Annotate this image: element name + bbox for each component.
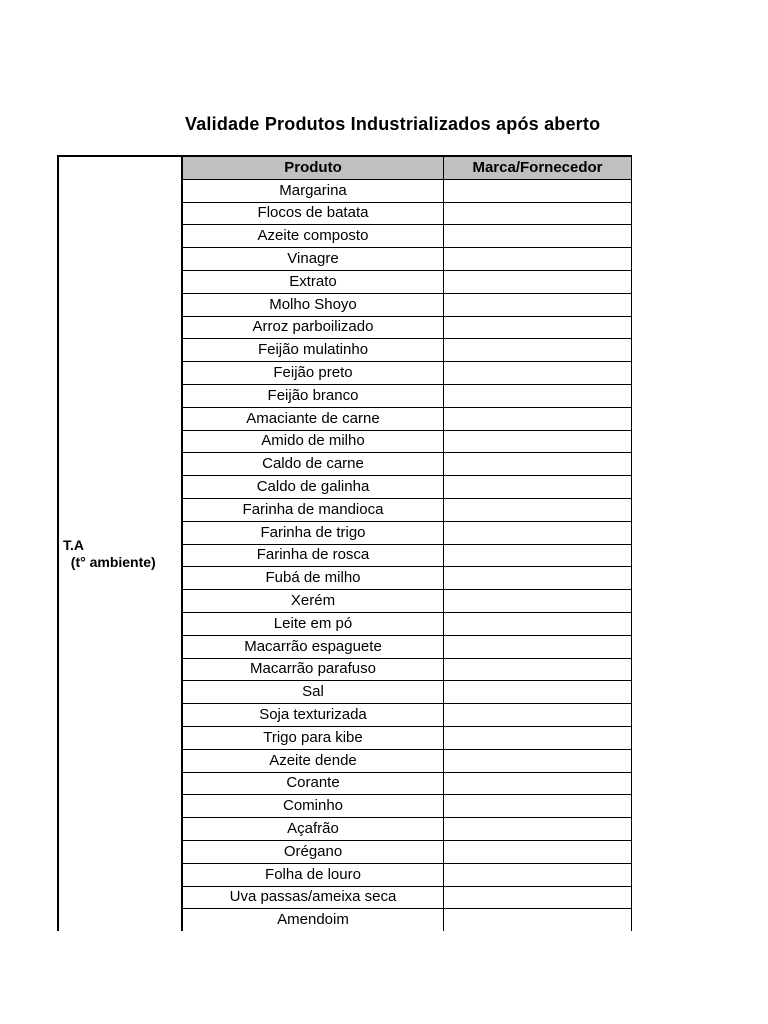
table-row <box>183 863 632 886</box>
table-row <box>183 840 632 863</box>
table-row <box>183 362 632 385</box>
cell-marca <box>444 179 632 202</box>
cell-produto: Flocos de batata <box>183 202 444 225</box>
table-row <box>183 384 632 407</box>
cell-produto: Corante <box>183 772 444 795</box>
cell-produto: Macarrão espaguete <box>183 635 444 658</box>
table-row <box>183 772 632 795</box>
table-row <box>183 681 632 704</box>
title-area <box>0 112 632 140</box>
table-row <box>183 818 632 841</box>
table-row <box>183 612 632 635</box>
table-row <box>183 476 632 499</box>
cell-produto: Azeite dende <box>183 749 444 772</box>
table-row <box>183 248 632 271</box>
cell-marca <box>444 726 632 749</box>
table-row <box>183 316 632 339</box>
table-row <box>183 590 632 613</box>
cell-produto: Açafrão <box>183 818 444 841</box>
table-row <box>183 704 632 727</box>
cell-marca <box>444 270 632 293</box>
cell-produto: Amaciante de carne <box>183 407 444 430</box>
cell-marca <box>444 316 632 339</box>
cell-produto: Xerém <box>183 590 444 613</box>
cell-marca <box>444 612 632 635</box>
cell-produto: Farinha de trigo <box>183 521 444 544</box>
table-row <box>183 749 632 772</box>
column-header-produto: Produto <box>183 156 444 179</box>
table-row <box>183 225 632 248</box>
cell-marca <box>444 772 632 795</box>
table-row <box>183 407 632 430</box>
cell-marca <box>444 476 632 499</box>
table-row <box>183 498 632 521</box>
table-row <box>183 521 632 544</box>
header-row <box>183 156 632 179</box>
cell-produto: Farinha de mandioca <box>183 498 444 521</box>
table-row <box>183 886 632 909</box>
table-row <box>183 270 632 293</box>
cell-produto: Azeite composto <box>183 225 444 248</box>
cell-produto: Folha de louro <box>183 863 444 886</box>
cell-marca <box>444 567 632 590</box>
cell-marca <box>444 384 632 407</box>
cell-marca <box>444 407 632 430</box>
table-row <box>183 635 632 658</box>
cell-marca <box>444 498 632 521</box>
table-row <box>183 658 632 681</box>
cell-produto: Macarrão parafuso <box>183 658 444 681</box>
cell-produto: Amido de milho <box>183 430 444 453</box>
cell-marca <box>444 886 632 909</box>
table-row <box>183 202 632 225</box>
cell-produto: Sal <box>183 681 444 704</box>
cell-marca <box>444 681 632 704</box>
group-label: T.A (t° ambiente) <box>63 537 156 570</box>
cell-marca <box>444 248 632 271</box>
table-row <box>183 544 632 567</box>
group-cell-ta <box>57 155 182 931</box>
table-row <box>183 430 632 453</box>
cell-produto: Cominho <box>183 795 444 818</box>
cell-produto: Farinha de rosca <box>183 544 444 567</box>
cell-produto: Feijão mulatinho <box>183 339 444 362</box>
cell-produto: Trigo para kibe <box>183 726 444 749</box>
column-header-marca: Marca/Fornecedor <box>444 156 632 179</box>
cell-produto: Molho Shoyo <box>183 293 444 316</box>
products-table <box>182 155 632 931</box>
cell-marca <box>444 544 632 567</box>
cell-marca <box>444 840 632 863</box>
cell-marca <box>444 818 632 841</box>
page-title: Validade Produtos Industrializados após aberto <box>185 114 601 134</box>
spreadsheet <box>57 155 632 931</box>
table-row <box>183 567 632 590</box>
table-row <box>183 909 632 931</box>
cell-produto: Leite em pó <box>183 612 444 635</box>
cell-marca <box>444 362 632 385</box>
cell-produto: Vinagre <box>183 248 444 271</box>
cell-marca <box>444 909 632 931</box>
cell-produto: Feijão branco <box>183 384 444 407</box>
cell-marca <box>444 590 632 613</box>
cell-marca <box>444 635 632 658</box>
cell-marca <box>444 202 632 225</box>
cell-marca <box>444 749 632 772</box>
cell-marca <box>444 521 632 544</box>
table-row <box>183 726 632 749</box>
table-body <box>183 179 632 931</box>
table-row <box>183 453 632 476</box>
cell-marca <box>444 863 632 886</box>
cell-marca <box>444 704 632 727</box>
cell-produto: Soja texturizada <box>183 704 444 727</box>
cell-produto: Orégano <box>183 840 444 863</box>
cell-marca <box>444 225 632 248</box>
cell-produto: Arroz parboilizado <box>183 316 444 339</box>
cell-marca <box>444 293 632 316</box>
cell-marca <box>444 453 632 476</box>
table-row <box>183 293 632 316</box>
cell-produto: Margarina <box>183 179 444 202</box>
table-row <box>183 179 632 202</box>
cell-marca <box>444 430 632 453</box>
cell-marca <box>444 658 632 681</box>
table-row <box>183 795 632 818</box>
table-row <box>183 339 632 362</box>
cell-produto: Uva passas/ameixa seca <box>183 886 444 909</box>
cell-produto: Feijão preto <box>183 362 444 385</box>
cell-produto: Extrato <box>183 270 444 293</box>
cell-marca <box>444 339 632 362</box>
cell-produto: Caldo de carne <box>183 453 444 476</box>
cell-produto: Amendoim <box>183 909 444 931</box>
cell-produto: Caldo de galinha <box>183 476 444 499</box>
cell-produto: Fubá de milho <box>183 567 444 590</box>
cell-marca <box>444 795 632 818</box>
